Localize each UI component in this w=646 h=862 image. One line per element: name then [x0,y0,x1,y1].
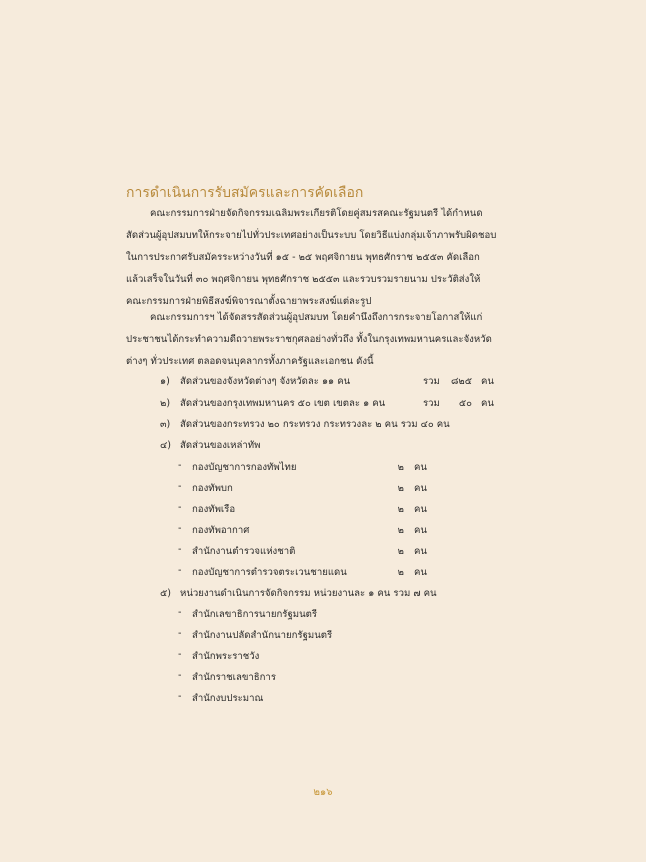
item-text: สัดส่วนของกระทรวง ๒๐ กระทรวง กระทรวงละ ๒ คน รวม ๔๐ คน [180,419,450,430]
paragraph-line: ประชาชนได้กระทำความดีถวายพระราชกุศลอย่างทั่วถึง ทั้งในกรุงเทพมหานครและจังหวัด [126,334,492,345]
paragraph-1 [126,203,521,313]
total-unit: คน [481,398,494,409]
page-number: ๒๑๖ [313,787,333,798]
sub-item-label: สำนักพระราชวัง [192,651,260,662]
item-text: สัดส่วนของจังหวัดต่างๆ จังหวัดละ ๑๑ คน [180,376,351,387]
sub-item-label: กองทัพบก [192,483,233,494]
item-number: ๕) [160,588,172,599]
sub-item-value: ๒ [397,483,404,494]
paragraph-line: แล้วเสร็จในวันที่ ๓๐ พฤศจิกายน พุทธศักราช ๒๕๕๓ และรวบรวมรายนาม ประวัติส่งให้ [126,274,481,285]
bullet-dash: - [178,544,182,555]
total-value: ๕๐ [458,398,472,409]
sub-item-value: ๒ [397,462,404,473]
sub-item-unit: คน [414,546,427,557]
paragraph-line: คณะกรรมการฯ ได้จัดสรรสัดส่วนผู้อุปสมบท โดยคำนึงถึงการกระจายโอกาสให้แก่ [150,312,483,323]
sub-item-value: ๒ [397,567,404,578]
sub-item-label: กองบัญชาการกองทัพไทย [192,462,297,473]
sub-item-value: ๒ [397,546,404,557]
bullet-dash: - [178,691,182,702]
sub-item-unit: คน [414,462,427,473]
item-text: สัดส่วนของกรุงเทพมหานคร ๕๐ เขต เขตละ ๑ คน [180,398,386,409]
total-label: รวม [423,376,440,387]
sub-item-label: สำนักราชเลขาธิการ [192,672,276,683]
sub-item-label: สำนักงานปลัดสำนักนายกรัฐมนตรี [192,630,333,641]
section-heading: การดำเนินการรับสมัครและการคัดเลือก [126,185,364,201]
sub-item-label: กองทัพอากาศ [192,525,250,536]
item-text: สัดส่วนของเหล่าทัพ [180,440,261,451]
bullet-dash: - [178,649,182,660]
item-number: ๓) [160,419,171,430]
sub-item-value: ๒ [397,504,404,515]
sub-item-label: สำนักเลขาธิการนายกรัฐมนตรี [192,609,318,620]
paragraph-2 [126,307,521,373]
bullet-dash: - [178,565,182,576]
paragraph-line: สัดส่วนผู้อุปสมบทให้กระจายไปทั่วประเทศอย่างเป็นระบบ โดยวิธีแบ่งกลุ่มเจ้าภาพรับผิดชอบ [126,230,497,241]
bullet-dash: - [178,670,182,681]
bullet-dash: - [178,481,182,492]
sub-item-unit: คน [414,504,427,515]
sub-item-value: ๒ [397,525,404,536]
bullet-dash: - [178,502,182,513]
sub-item-unit: คน [414,483,427,494]
item-number: ๔) [160,440,172,451]
total-value: ๘๒๕ [451,376,472,387]
sub-item-label: กองทัพเรือ [192,504,236,515]
sub-item-unit: คน [414,567,427,578]
paragraph-line: ต่างๆ ทั่วประเทศ ตลอดจนบุคลากรทั้งภาครัฐและเอกชน ดังนี้ [126,356,374,367]
paragraph-line: ในการประกาศรับสมัครระหว่างวันที่ ๑๕ - ๒๕ พฤศจิกายน พุทธศักราช ๒๕๕๓ คัดเลือก [126,252,480,263]
total-label: รวม [423,398,440,409]
sub-item-label: สำนักงานตำรวจแห่งชาติ [192,546,296,557]
bullet-dash: - [178,523,182,534]
item-number: ๑) [160,376,170,387]
total-unit: คน [481,376,494,387]
bullet-dash: - [178,607,182,618]
bullet-dash: - [178,628,182,639]
sub-item-unit: คน [414,525,427,536]
item-text: หน่วยงานดำเนินการจัดกิจกรรม หน่วยงานละ ๑ คน รวม ๗ คน [180,588,437,599]
item-number: ๒) [160,398,171,409]
sub-item-label: กองบัญชาการตำรวจตระเวนชายแดน [192,567,347,578]
bullet-dash: - [178,460,182,471]
paragraph-line: คณะกรรมการฝ่ายจัดกิจกรรมเฉลิมพระเกียรติโดยคู่สมรสคณะรัฐมนตรี ได้กำหนด [150,208,483,219]
sub-item-label: สำนักงบประมาณ [192,693,264,704]
paragraph-line: คณะกรรมการฝ่ายพิธีสงฆ์พิจารณาตั้งฉายาพระสงฆ์แต่ละรูป [126,296,372,307]
